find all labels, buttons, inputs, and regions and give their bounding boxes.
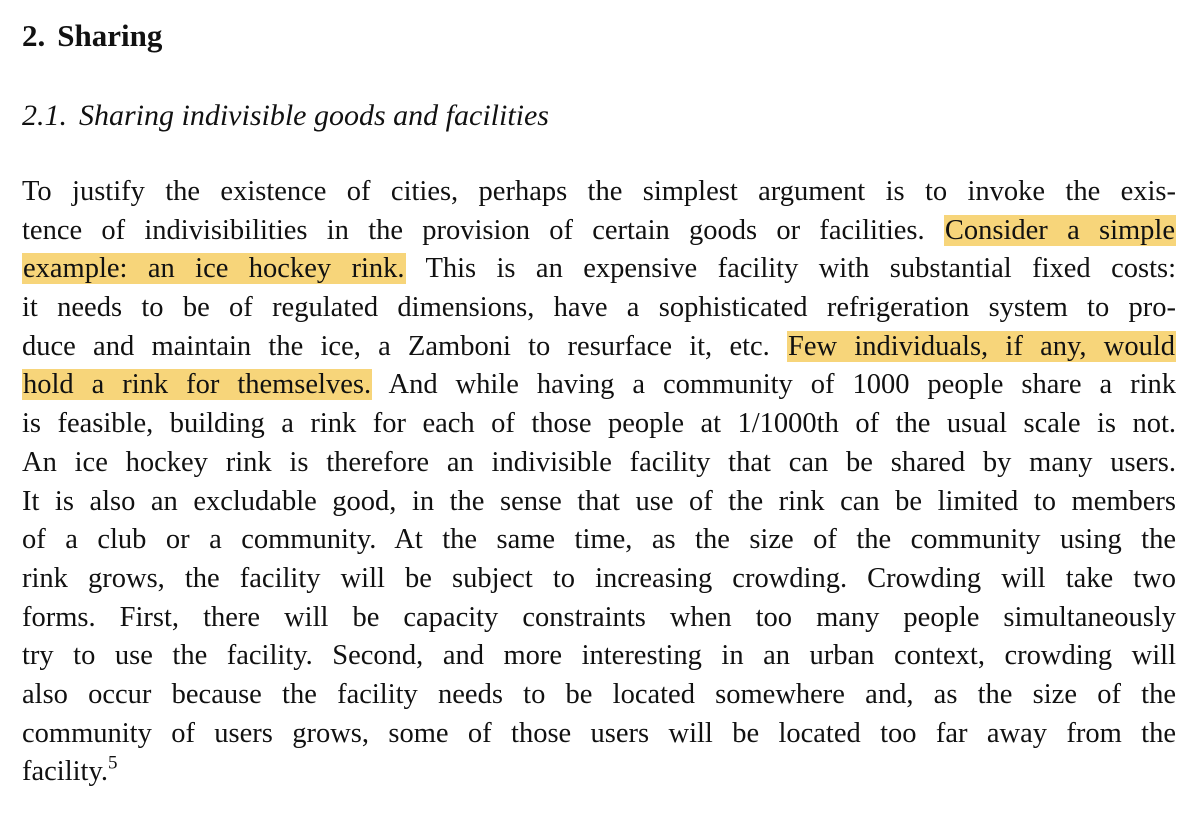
subsection-title: Sharing indivisible goods and facilities [79, 99, 549, 132]
section-number: 2. [22, 18, 46, 53]
paragraph-line [22, 560, 1176, 599]
highlighted-text[interactable]: hold a rink for themselves. [23, 369, 372, 401]
subsection-heading [22, 94, 549, 138]
subsection-number: 2.1. [22, 99, 67, 132]
text-run: of a club or a community. At the same time, as the size of the community using the [22, 524, 1176, 556]
paragraph-line [22, 483, 1176, 522]
text-run: it needs to be of regulated dimensions, have a sophisticated refrigeration system to pro- [22, 292, 1176, 324]
highlighted-text[interactable]: Few individuals, if any, would [788, 330, 1176, 362]
text-run: And while having a community of 1000 people share a rink [372, 369, 1176, 401]
highlighted-text[interactable]: Consider a simple [944, 214, 1175, 246]
section-heading [22, 14, 162, 58]
section-title: Sharing [57, 18, 163, 53]
paragraph-line [22, 599, 1176, 638]
text-run: try to use the facility. Second, and more interesting in an urban context, crowding will [22, 640, 1176, 672]
text-run: rink grows, the facility will be subject to increasing crowding. Crowding will take two [22, 562, 1176, 594]
paragraph-line [22, 366, 1176, 405]
paragraph-line [22, 328, 1176, 367]
text-run: facility. [22, 756, 108, 788]
paragraph-line [22, 715, 1176, 754]
paragraph-line [22, 676, 1176, 715]
text-run: tence of indivisibilities in the provision of certain goods or facilities. [22, 214, 944, 246]
paragraph-line [22, 289, 1176, 328]
text-run: To justify the existence of cities, perhaps the simplest argument is to invoke the exis- [22, 176, 1176, 207]
text-run: An ice hockey rink is therefore an indivisible facility that can be shared by many users. [22, 446, 1176, 478]
text-run: This is an expensive facility with substantial fixed costs: [405, 253, 1176, 285]
highlighted-text[interactable]: example: an ice hockey rink. [23, 253, 405, 285]
paragraph-line [22, 212, 1176, 251]
paragraph-line [22, 521, 1176, 560]
text-run: also occur because the facility needs to be located somewhere and, as the size of the [22, 678, 1176, 710]
text-run: community of users grows, some of those users will be located too far away from the [22, 717, 1176, 749]
text-run: It is also an excludable good, in the sense that use of the rink can be limited to members [22, 485, 1176, 517]
text-run: forms. First, there will be capacity constraints when too many people simultaneously [22, 601, 1176, 633]
paragraph-line [22, 405, 1176, 444]
paragraph-line [22, 637, 1176, 676]
paragraph-line [22, 173, 1176, 212]
text-run: duce and maintain the ice, a Zamboni to resurface it, etc. [22, 330, 788, 362]
text-run: is feasible, building a rink for each of those people at 1/1000th of the usual scale is not. [22, 408, 1176, 440]
paragraph-line [22, 250, 1176, 289]
paragraph-line [22, 444, 1176, 483]
body-paragraph [22, 173, 1176, 792]
footnote-marker[interactable]: 5 [108, 752, 118, 774]
paragraph-line [22, 753, 1176, 792]
